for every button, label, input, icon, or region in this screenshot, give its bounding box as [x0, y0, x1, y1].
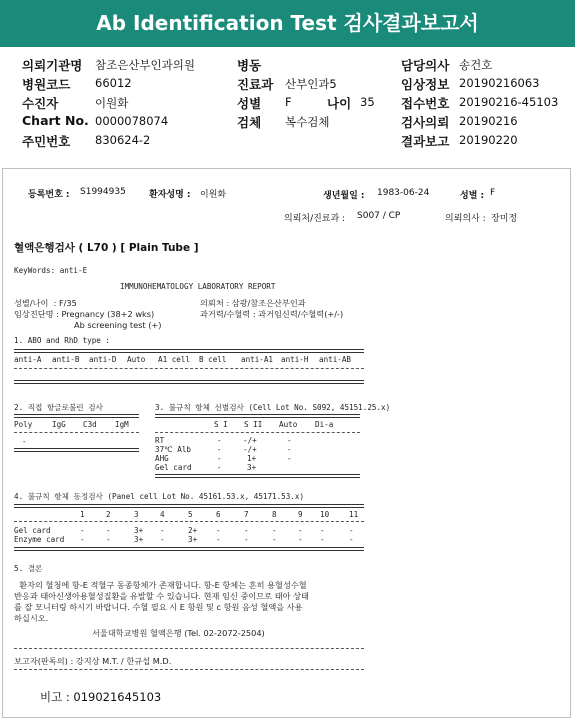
sec3-row-gel: Gel card: [155, 463, 192, 472]
age-label: 나이: [327, 96, 352, 111]
specimen-label: 검체: [237, 115, 262, 130]
lab-title: IMMUNOHEMATOLOGY LABORATORY REPORT: [120, 282, 276, 291]
conclusion-line-4: 하십시오.: [14, 613, 49, 623]
sec4-row-gel: Gel card: [14, 526, 51, 535]
sec3-cell: -: [217, 463, 222, 472]
dob-label: 생년월일 :: [323, 191, 365, 201]
department-label: 진료과: [237, 77, 274, 92]
reg-no-value: S1994935: [80, 187, 126, 197]
sec4-cell: -: [244, 526, 249, 535]
sec4-cell: -: [349, 526, 354, 535]
resident-no-label: 주민번호: [22, 134, 71, 149]
sec4-cell: -: [298, 535, 303, 544]
sec3-row-rt: RT: [155, 436, 165, 445]
sex-label: 성별: [237, 96, 262, 111]
sec2-col-igg: IgG: [52, 420, 66, 429]
sec1-col-b-cell: B cell: [199, 355, 227, 364]
sec3-cell: -: [217, 454, 222, 463]
request-date-value: 20190216: [459, 114, 518, 128]
doctor-value: 송건호: [459, 58, 493, 72]
sec4-cell: 3+: [188, 535, 198, 544]
sec4-col-1: 1: [80, 510, 85, 519]
sec4-cell: -: [298, 526, 303, 535]
sec4-col-9: 9: [298, 510, 303, 519]
sec1-title: 1. ABO and RhD type :: [14, 336, 111, 345]
doctor-value-2: 장미정: [491, 214, 518, 224]
sex-age-line: 성별/나이 : F/35: [14, 298, 77, 308]
sec3-col-s2: S II: [244, 420, 263, 429]
sec3-mid-rule: [155, 432, 360, 433]
sec4-cell: -: [320, 526, 325, 535]
sec4-cell: -: [216, 535, 221, 544]
sec4-cell: -: [216, 526, 221, 535]
department-value: 산부인과5: [285, 77, 337, 91]
sec4-cell: -: [349, 535, 354, 544]
sec4-cell: -: [106, 535, 111, 544]
sec3-cell: 1+: [247, 454, 257, 463]
sec3-cell: 3+: [247, 463, 257, 472]
sec1-col-anti-a1: anti-A1: [241, 355, 274, 364]
sec1-bottom-rule: [14, 380, 364, 384]
sec1-top-rule: [14, 349, 364, 353]
clinical-line: 임상진단명 : Pregnancy (38+2 wks): [14, 309, 155, 319]
resident-no-value: 830624-2: [95, 133, 151, 147]
sec4-col-3: 3: [134, 510, 139, 519]
sec1-col-anti-h: anti-H: [281, 355, 309, 364]
dept-label-2: 의뢰처/진료과 :: [284, 214, 346, 224]
sec1-col-anti-ab: anti-AB: [319, 355, 352, 364]
client-value: 참조은산부인과의원: [95, 58, 195, 72]
sec3-row-alb: 37℃ Alb: [155, 445, 191, 454]
sex-label-2: 성별 :: [460, 191, 485, 201]
footer-rule-2: [14, 669, 364, 670]
sec3-col-s1: S I: [214, 420, 228, 429]
patient-name-value: 이원화: [200, 190, 227, 200]
conclusion-line-1: 환자의 혈청에 항-E 적혈구 동종항체가 존재합니다. 항-E 항체는 흔히 용혈성수혈: [14, 580, 307, 590]
sex-value: F: [285, 95, 292, 109]
dept-value-2: S007 / CP: [357, 211, 401, 221]
conclusion-line-2: 반응과 태아신생아용혈성질환을 유발할 수 있습니다. 현재 임신 중이므로 태아 상태: [14, 591, 309, 601]
sec1-col-anti-d: anti-D: [89, 355, 117, 364]
sec4-col-11: 11: [349, 510, 359, 519]
chart-no-label: Chart No.: [22, 113, 89, 128]
sec3-cell: -: [287, 454, 292, 463]
sec3-cell: -/+: [243, 445, 257, 454]
request-date-label: 검사의뢰: [401, 115, 450, 130]
sec2-bottom-rule: [14, 448, 139, 452]
sec4-cell: -: [272, 535, 277, 544]
sec1-col-anti-a: anti-A: [14, 355, 42, 364]
conclusion-line-3: 를 잘 모니터링 하시기 바랍니다. 수혈 필요 시 E 항원 및 c 항원 음성 혈액을 사용: [14, 602, 303, 612]
sec5-title: 5. 결론: [14, 564, 43, 573]
sec3-top-rule: [155, 414, 360, 418]
hospital-code-value: 66012: [95, 76, 132, 90]
sec3-cell: -/+: [243, 436, 257, 445]
ward-label: 병동: [237, 58, 262, 73]
sec4-col-6: 6: [216, 510, 221, 519]
sec4-cell: -: [160, 535, 165, 544]
reg-no-label: 등록번호 :: [28, 190, 70, 200]
sec3-cell: -: [217, 436, 222, 445]
sec4-col-4: 4: [160, 510, 165, 519]
sec1-col-anti-b: anti-B: [52, 355, 80, 364]
doctor-label: 담당의사: [401, 58, 450, 73]
sec2-col-poly: Poly: [14, 420, 33, 429]
sec4-cell: 3+: [134, 535, 144, 544]
sec4-col-2: 2: [106, 510, 111, 519]
clinical-info-label: 임상정보: [401, 77, 450, 92]
sec4-col-10: 10: [320, 510, 330, 519]
sec2-val-poly: -: [22, 437, 27, 446]
sec1-col-auto: Auto: [127, 355, 146, 364]
sec2-top-rule: [14, 414, 139, 418]
specimen-value: 복수검체: [285, 115, 330, 129]
chart-no-value: 0000078074: [95, 114, 169, 128]
sec4-cell: -: [160, 526, 165, 535]
sec4-cell: -: [80, 535, 85, 544]
client-label: 의뢰기관명: [22, 58, 83, 73]
sec3-title: 3. 불규칙 항체 선별검사 (Cell Lot No. S092, 45151.25.x): [155, 403, 391, 412]
sec3-col-dia: Di-a: [315, 420, 334, 429]
section-title: 혈액은행검사 ( L70 ) [ Plain Tube ]: [14, 242, 199, 254]
sec4-col-7: 7: [244, 510, 249, 519]
screen-line: Ab screening test (+): [74, 320, 162, 330]
sec2-title: 2. 직접 항글로불린 검사: [14, 403, 103, 412]
sec3-row-ahg: AHG: [155, 454, 169, 463]
sec4-mid-rule: [14, 521, 364, 522]
sec1-col-a1-cell: A1 cell: [158, 355, 191, 364]
sec4-top-rule: [14, 504, 364, 508]
reporter-line: 보고자(판독의) : 강지상 M.T. / 한규섭 M.D.: [14, 656, 172, 666]
sec4-cell: -: [80, 526, 85, 535]
report-date-value: 20190220: [459, 133, 518, 147]
sec2-mid-rule: [14, 432, 139, 433]
age-value: 35: [360, 95, 375, 109]
sec4-bottom-rule: [14, 547, 364, 551]
sec4-col-5: 5: [188, 510, 193, 519]
clinical-info-value: 20190216063: [459, 76, 540, 90]
patient-name-label: 환자성명 :: [149, 190, 191, 200]
client-line: 의뢰처 : 삼광/참조은산부인과: [200, 298, 306, 308]
sec2-col-igm: IgM: [115, 420, 129, 429]
sec2-col-c3d: C3d: [83, 420, 97, 429]
sec3-col-auto: Auto: [279, 420, 298, 429]
receipt-no-label: 접수번호: [401, 96, 450, 111]
sec1-mid-rule: [14, 368, 364, 369]
doctor-label-2: 의뢰의사 :: [445, 214, 486, 224]
sec4-cell: 2+: [188, 526, 198, 535]
sec4-cell: -: [272, 526, 277, 535]
remark: 비고 : 019021645103: [40, 690, 162, 704]
sec4-cell: -: [320, 535, 325, 544]
hospital-code-label: 병원코드: [22, 77, 71, 92]
keywords: KeyWords: anti-E: [14, 266, 88, 275]
sec3-cell: -: [287, 445, 292, 454]
dob-value: 1983-06-24: [377, 188, 430, 198]
sec4-cell: -: [106, 526, 111, 535]
hospital-line: 서울대학교병원 혈액은행 (Tel. 02-2072-2504): [92, 628, 265, 638]
history-line: 과거력/수혈력 : 과거임신력/수혈력(+/-): [200, 309, 344, 319]
footer-rule-1: [14, 648, 364, 649]
receipt-no-value: 20190216-45103: [459, 95, 559, 109]
sec4-col-8: 8: [272, 510, 277, 519]
sex-value-2: F: [490, 188, 496, 198]
report-date-label: 결과보고: [401, 134, 450, 149]
patient-label: 수진자: [22, 96, 59, 111]
sec4-cell: -: [244, 535, 249, 544]
patient-value: 이원화: [95, 96, 129, 110]
report-title: Ab Identification Test 검사결과보고서: [96, 11, 479, 35]
sec4-cell: 3+: [134, 526, 144, 535]
sec4-title: 4. 불규칙 항체 동정검사 (Panel cell Lot No. 45161.53.x, 45171.53.x): [14, 492, 305, 501]
sec3-cell: -: [217, 445, 222, 454]
sec3-bottom-rule: [155, 474, 360, 478]
sec4-row-enzyme: Enzyme card: [14, 535, 65, 544]
sec3-cell: -: [287, 436, 292, 445]
